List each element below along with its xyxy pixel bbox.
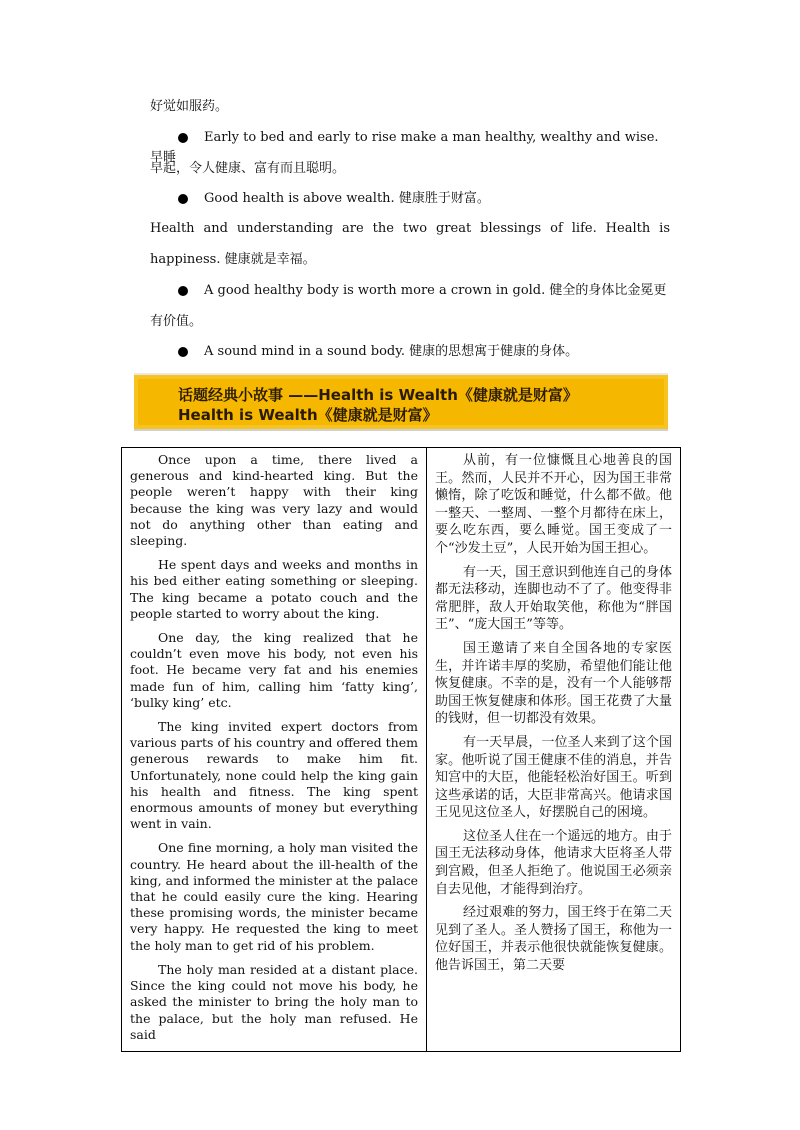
bullet-dot-icon bbox=[178, 133, 188, 143]
chinese-column bbox=[427, 448, 681, 1052]
paragraph-health-understanding: Health and understanding are the two great blessings of life. Health is bbox=[150, 221, 670, 236]
bullet-text: A good healthy body is worth more a crown in gold. 健全的身体比金冕更 bbox=[204, 283, 667, 298]
story-title-banner bbox=[134, 373, 668, 431]
bullet-item-healthy-body-continued: 有价值。 bbox=[150, 314, 203, 329]
bullet-dot-icon bbox=[178, 286, 188, 296]
chinese-paragraph: 国王邀请了来自全国各地的专家医生，并许诺丰厚的奖励，希望他们能让他恢复健康。不幸的是，没有一个人能够帮助国王恢复健康和体形。国王花费了大量的钱财，但一切都没有效果。 bbox=[435, 640, 672, 727]
chinese-paragraph: 这位圣人住在一个遥远的地方。由于国王无法移动身体，他请求大臣将圣人带到宫殿，但圣人拒绝了。他说国王必须亲自去见他，才能得到治疗。 bbox=[435, 828, 672, 897]
chinese-paragraph: 有一天，国王意识到他连自己的身体都无法移动，连脚也动不了了。他变得非常肥胖，敌人开始取笑他，称他为“胖国王”、“庞大国王”等等。 bbox=[435, 564, 672, 633]
banner-title: 话题经典小故事 ——Health is Wealth《健康就是财富》 bbox=[178, 386, 578, 404]
english-paragraph: One day, the king realized that he couldn’t even move his body, not even his foot. He became very fat and his enemies made fun of him, calling him ‘fatty king’, ‘bulky king’ etc. bbox=[130, 630, 418, 710]
chinese-paragraph: 经过艰难的努力，国王终于在第二天见到了圣人。圣人赞扬了国王，称他为一位好国王，并表示他很快就能恢复健康。他告诉国王，第二天要 bbox=[435, 905, 672, 974]
bullet-item-health-above-wealth bbox=[150, 189, 670, 209]
english-column bbox=[122, 448, 427, 1052]
chinese-paragraph: 有一天早晨，一位圣人来到了这个国家。他听说了国王健康不佳的消息，并告知宫中的大臣，他能轻松治好国王。听到这些承诺的话，大臣非常高兴。他请求国王见见这位圣人，好摆脱自己的困境。 bbox=[435, 734, 672, 821]
bullet-item-early-to-bed-continued: 早起，令人健康、富有而且聪明。 bbox=[150, 161, 346, 176]
english-paragraph: The holy man resided at a distant place. Since the king could not move his body, he asked the minister to bring the holy man to the palace, but the holy man refused. He said bbox=[130, 961, 418, 1042]
banner-subtitle: Health is Wealth《健康就是财富》 bbox=[178, 406, 438, 424]
chinese-paragraph: 从前，有一位慷慨且心地善良的国王。然而，人民并不开心，因为国王非常懒惰，除了吃饭和睡觉，什么都不做。他一整天、一整周、一整个月都待在床上，要么吃东西，要么睡觉。国王变成了一个“沙发土豆”，人民开始为国王担心。 bbox=[435, 453, 672, 556]
english-paragraph: Once upon a time, there lived a generous and kind-hearted king. But the people weren’t happy with their king because the king was very lazy and would not do anything other than eating and sleeping. bbox=[130, 452, 418, 549]
bullet-dot-icon bbox=[178, 194, 188, 204]
english-paragraph: The king invited expert doctors from various parts of his country and offered them generous rewards to make him fit. Unfortunately, none could help the king gain his health and fitness. The king spent enormous amounts of money but everything went in vain. bbox=[130, 719, 418, 832]
bullet-item-sound-mind bbox=[150, 342, 670, 362]
paragraph-health-happiness: happiness. 健康就是幸福。 bbox=[150, 252, 316, 267]
bullet-text: Good health is above wealth. 健康胜于财富。 bbox=[204, 191, 490, 206]
english-paragraph: He spent days and weeks and months in his bed either eating something or sleeping. The king became a potato couch and the people started to worry about the king. bbox=[130, 557, 418, 621]
intro-line-sleep-proverb: 好觉如服药。 bbox=[150, 99, 229, 114]
bullet-text: Early to bed and early to rise make a man healthy, wealthy and wise.早睡 bbox=[150, 130, 659, 165]
table-row bbox=[122, 448, 681, 1052]
english-paragraph: One fine morning, a holy man visited the country. He heard about the ill-health of the king, and informed the minister at the palace that he could easily cure the king. Hearing these promising words, the minister became very happy. He requested the king to meet the holy man to get rid of his problem. bbox=[130, 840, 418, 953]
bullet-item-healthy-body bbox=[150, 281, 670, 301]
bullet-dot-icon bbox=[178, 347, 188, 357]
bilingual-story-table bbox=[121, 447, 681, 1052]
bullet-text: A sound mind in a sound body. 健康的思想寓于健康的身体。 bbox=[204, 344, 579, 359]
